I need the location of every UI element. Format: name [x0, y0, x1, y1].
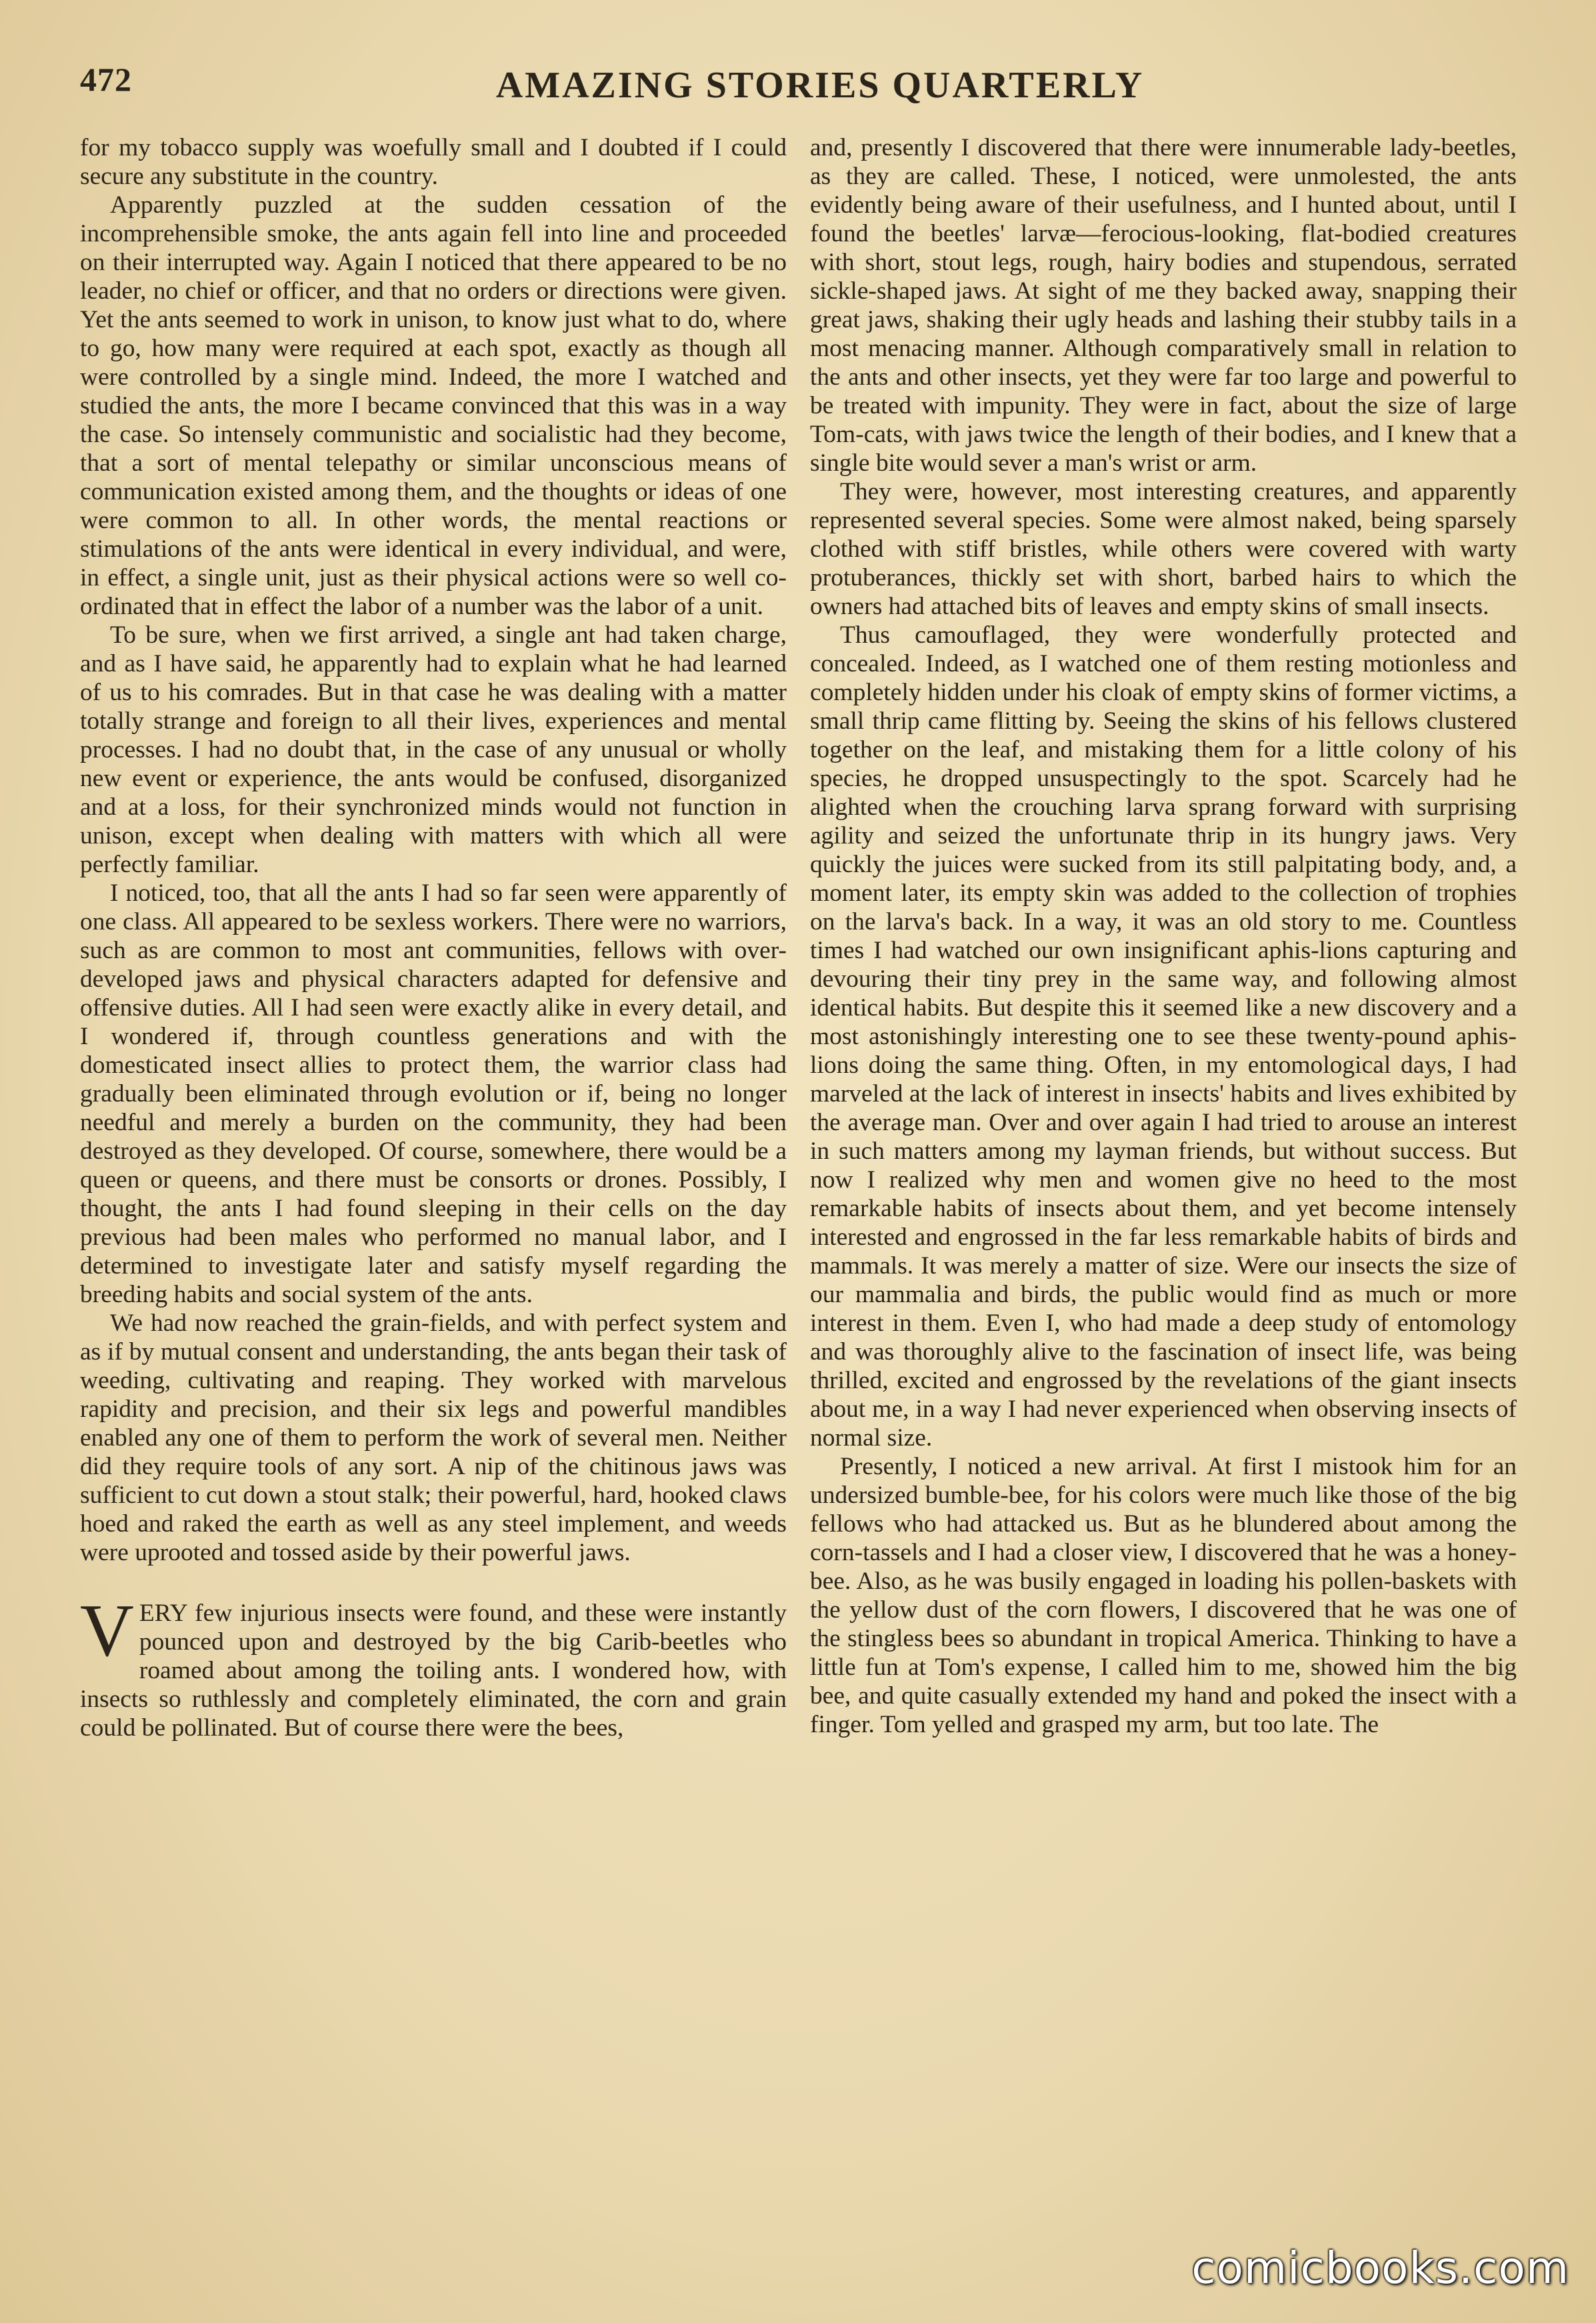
paragraph-text: ERY few injurious insects were found, and these were instantly pounced upon and destroyed by the big Carib-beetles who roamed about among the toiling ants. I wondered how, with insects so ruthlessly and completely eliminated, the corn and grain could be pollinated. But of course there were the bees,	[80, 1600, 787, 1742]
paragraph: Thus camouflaged, they were wonderfully protected and concealed. Indeed, as I watched one of them resting motionless and completely hidden under his cloak of empty skins of former victims, a small thrip came flitting by. Seeing the skins of his fellows clustered together on the leaf, and mistaking them for a little colony of his species, he dropped unsuspectingly to the spot. Scarcely had he alighted when the crouching larva sprang forward with surprising agility and seized the unfortunate thrip in its hungry jaws. Very quickly the juices were sucked from its still palpitating body, and, a moment later, its empty skin was added to the collection of trophies on the larva's back. In a way, it was an old story to me. Countless times I had watched our own insignificant aphis-lions capturing and devouring their tiny prey in the same way, and following almost identical habits. But despite this it seemed like a new discovery and a most astonishingly interesting one to see these twenty-pound aphis-lions doing the same thing. Often, in my entomological days, I had marveled at the lack of interest in insects' habits and lives exhibited by the average man. Over and over again I had tried to arouse an interest in such matters among my layman friends, but without success. But now I realized why men and women give no heed to the most remarkable habits of insects about them, and yet become intensely interested and engrossed in the far less remarkable habits of birds and mammals. It was merely a matter of size. Were our insects the size of our mammalia and birds, the public would find as much or more interest in them. Even I, who had made a deep study of entomology and was thoroughly alive to the fascination of insect life, was being thrilled, excited and engrossed by the revelations of the giant insects about me, in a way I had never experienced when observing insects of normal size.	[810, 621, 1517, 1452]
paragraph: We had now reached the grain-fields, and with perfect system and as if by mutual consent and understanding, the ants began their task of weeding, cultivating and reaping. They worked with marvelous rapidity and precision, and their six legs and powerful mandibles enabled any one of them to perform the work of several men. Neither did they require tools of any sort. A nip of the chitinous jaws was sufficient to cut down a stout stalk; their powerful, hard, hooked claws hoed and raked the earth as well as any steel implement, and weeds were uprooted and tossed aside by their powerful jaws.	[80, 1310, 787, 1566]
page-header	[80, 60, 1520, 120]
paragraph: for my tobacco supply was woefully small and I doubted if I could secure any substitute in the country.	[80, 134, 787, 190]
section-paragraph	[80, 1590, 787, 1742]
running-head-title: AMAZING STORIES QUARTERLY	[495, 65, 1145, 106]
paragraph: Presently, I noticed a new arrival. At first I mistook him for an undersized bumble-bee, for his colors were much like those of the big fellows who had attacked us. But as he blundered about among the corn-tassels and I had a closer view, I discovered that he was a honey-bee. Also, as he was busily engaged in loading his pollen-baskets with the yellow dust of the corn flowers, I discovered that he was one of the stingless bees so abundant in tropical America. Thinking to have a little fun at Tom's expense, I called him to me, showed him the big bee, and quite casually extended my hand and poked the insect with a finger. Tom yelled and grasped my arm, but too late. The	[810, 1453, 1517, 1738]
left-column	[80, 133, 787, 2200]
paragraph: They were, however, most interesting creatures, and apparently represented several species. Some were almost naked, being sparsely clothed with stiff bristles, while others were covered with warty protuberances, thickly set with short, barbed hairs to which the owners had attached bits of leaves and empty skins of small insects.	[810, 478, 1517, 620]
site-watermark: comicbooks.com	[1191, 2242, 1569, 2294]
paragraph: I noticed, too, that all the ants I had so far seen were apparently of one class. All appeared to be sexless workers. There were no warriors, such as are common to most ant communities, fellows with over-developed jaws and physical characters adapted for defensive and offensive duties. All I had seen were exactly alike in every detail, and I wondered if, through countless generations and with the domesticated insect allies to protect them, the warrior class had gradually been eliminated through evolution or if, being no longer needful and merely a burden on the community, they had been destroyed as they developed. Of course, somewhere, there would be a queen or queens, and there must be consorts or drones. Possibly, I thought, the ants I had found sleeping in their cells on the day previous had been males who performed no manual labor, and I determined to investigate later and satisfy myself regarding the breeding habits and social system of the ants.	[80, 879, 787, 1308]
paragraph: Apparently puzzled at the sudden cessation of the incomprehensible smoke, the ants again fell into line and proceeded on their interrupted way. Again I noticed that there appeared to be no leader, no chief or officer, and that no orders or directions were given. Yet the ants seemed to work in unison, to know just what to do, where to go, how many were required at each spot, exactly as though all were controlled by a single mind. Indeed, the more I watched and studied the ants, the more I became convinced that this was in a way the case. So intensely communistic and socialistic had they become, that a sort of mental telepathy or similar unconscious means of communication existed among them, and the thoughts or ideas of one were common to all. In other words, the mental reactions or stimulations of the ants were identical in every individual, and were, in effect, a single unit, just as their physical actions were so well co-ordinated that in effect the labor of a number was the labor of a unit.	[80, 191, 787, 620]
paragraph: and, presently I discovered that there were innumerable lady-beetles, as they are called. These, I noticed, were unmolested, the ants evidently being aware of their usefulness, and I hunted about, until I found the beetles' larvæ—ferocious-looking, flat-bodied creatures with short, stout legs, rough, hairy bodies and stupendous, serrated sickle-shaped jaws. At sight of me they backed away, snapping their great jaws, shaking their ugly heads and lashing their stubby tails in a most menacing manner. Although comparatively small in relation to the ants and other insects, yet they were far too large and powerful to be treated with impunity. They were in fact, about the size of large Tom-cats, with jaws twice the length of their bodies, and I knew that a single bite would sever a man's wrist or arm.	[810, 134, 1517, 477]
paragraph: To be sure, when we first arrived, a single ant had taken charge, and as I have said, he apparently had to explain what he had learned of us to his comrades. But in that case he was dealing with a matter totally strange and foreign to all their lives, experiences and mental processes. I had no doubt that, in the case of any unusual or wholly new event or experience, the ants would be confused, disorganized and at a loss, for their synchronized minds would not function in unison, except when dealing with matters with which all were perfectly familiar.	[80, 621, 787, 878]
right-column	[810, 133, 1517, 2200]
page-number: 472	[80, 61, 132, 98]
drop-cap: V	[80, 1590, 134, 1672]
